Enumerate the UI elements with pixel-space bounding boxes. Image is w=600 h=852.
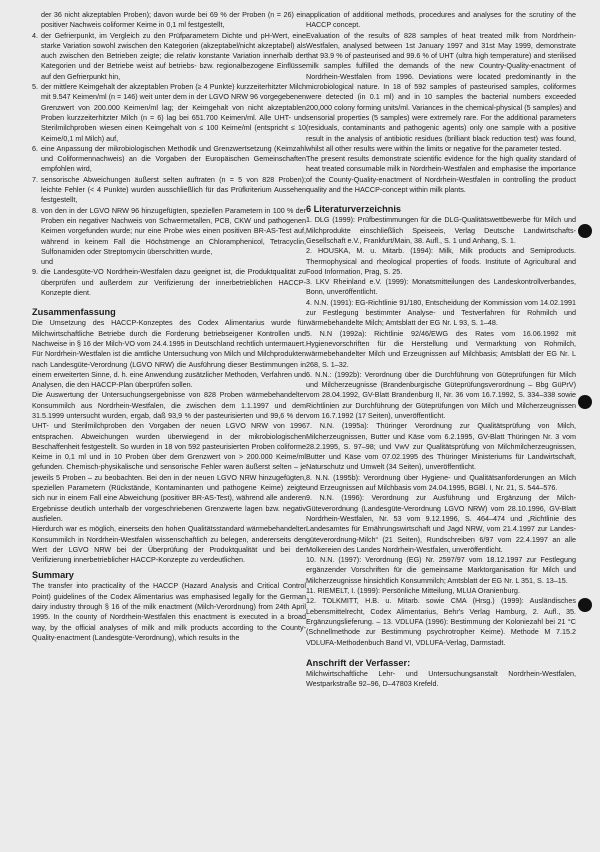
author-address: Milchwirtschaftliche Lehr- und Untersuchungsanstalt Nordrhein-Westfalen, Westparkstraße 92–96, D–47803 Krefeld. bbox=[306, 668, 576, 689]
reference-item: 5. N.N (1992a): Richtlinie 92/46/EWG des Rates vom 16.06.1992 mit Hygienevorschriften für die Herstellung und Vermarktung von Rohmilch, wärmebehandelter Milch und Erzeugnissen auf Milchbasis; Amtsblatt der EG Nr. L 268, S. 1–32. bbox=[306, 328, 576, 369]
zusammenfassung-paragraph: Die Umsetzung des HACCP-Konzeptes des Codex Alimentarius wurde für Milchwirtschaftliche Betriebe durch die Forderung betriebseigener Kontrollen und Nachweise in § 16 der Milch-VO vom 24.4.1995 in Deutschland rechtlich untermauert. Für Nordrhein-Westfalen ist die amtliche Untersuchung von Milch und Milchprodukten nach Landesgüte-Verordnung (LGVO NRW) die Ausführung dieser Bestimmungen in einem erweiterten Sinne, d. h. eine Anwendung zusätzlicher Methoden, Verfahren und Analysen, die den HACCP-Plan überprüfen sollen. bbox=[32, 318, 306, 390]
summary-paragraph: The present results demonstrate scientific evidence for the high quality standard of heat treated consumable milk in Nordrhein-Westfalen and emphasise the importance of the County-Quality-enactment of Nordrhein-Westfalen in controlling the product quality and the HACCP-concept within milk plants. bbox=[306, 154, 576, 195]
reference-item: 1. DLG (1999): Prüfbestimmungen für die DLG-Qualitätswettbewerbe für Milch und Milchprodukte einschließlich Speiseeis, Verlag Deutsche Landwirtschafts-Gesellschaft e.V., Frankfurt/Main, 38. Aufl., S. 1 und Anhang, S. 1. bbox=[306, 215, 576, 245]
summary-paragraph: Evaluation of the results of 828 samples of heat treated milk from Nordrhein-Westfalen, analysed between 1st January 1997 and 31st May 1999, demonstrate that 93.9 % of pasteurised and 99.6 % of UHT (ultra high temperature) and sterilised milk samples fulfilled the demands of the new Country-Quality-enactment of Nordrhein-Westfalen from 1996. Deviations were located predominantly in the microbiological nature. In 18 of 592 samples of pasteurised samples, coliformes were detected (in 0.1 ml) and in 10 samples the bacterial numbers exceeded 200,000 colony forming units/ml. Variances in the chemical-physical (5 samples) and sensorial properties (5 samples) were extremely rare. For the additional parameters (residuals, contaminants and pathogenic agents) only one sample with a positive result in the analysis of antibiotic residues (brilliant black reduction test) was found, whilst all other results were within the limits or negative for the parameter tested. bbox=[306, 30, 576, 153]
reference-item: 11. RIEMELT, I. (1999): Persönliche Mitteilung, MLUA Oranienburg. bbox=[306, 586, 520, 596]
right-column bbox=[306, 10, 576, 689]
reference-item: 7. N.N. (1995a): Thüringer Verordnung zur Qualitätsprüfung von Milch, Milcherzeugnissen, Butter und Käse vom 6.2.1995, GV-Blatt Thüringen Nr. 3 vom 28.2.1995, S. 97–98; und VwV zur Qualitätsprüfung von Milchmilcherzeugnissen, Butter und Käse vom 07.02.1995 des Thüringer Ministeriums für Landwirtschaft, Naturschutz und Umwelt (34 Seiten), unveröffentlicht. bbox=[306, 421, 576, 472]
list-item: 7. sensorische Abweichungen äußerst selten auftraten (n = 5 von 828 Proben); leichte Fehler (< 4 Punkte) wurden ausschließlich für das Prüfkriterium Aussehen festgestellt, bbox=[32, 174, 306, 205]
list-item: 4. der Gefrierpunkt, im Vergleich zu den Prüfparametern Dichte und pH-Wert, eine starke Variation sowohl zwischen den Kategorien (akzeptabel/nicht akzeptabel) als auch zwischen den Betrieben zeigte; die relativ konstante Variation innerhalb der Kategorien und der Betriebe weist auf betriebs- bzw. regionalbezogene Einflüsse auf den Gefrierpunkt hin, bbox=[32, 30, 306, 81]
summary-heading: Summary bbox=[32, 570, 74, 581]
reference-item: 8. N.N. (1995b): Verordnung über Hygiene- und Qualitätsanforderungen an Milch und Erzeugnissen auf Milchbasis vom 24.04.1995, BGBl. I, Nr. 21, S. 544–576. bbox=[306, 472, 576, 493]
zusammenfassung-paragraph: Hierdurch war es möglich, einerseits den hohen Qualitätsstandard wärmebehandelter Konsummilch in Nordrhein-Westfalen wissenschaftlich zu belegen, andererseits den Wert der LGVO NRW bei der Überprüfung der Produktqualität und bei der Verifizierung innerbetrieblicher HACCP-Konzepte zu verdeutlichen. bbox=[32, 524, 306, 565]
author-address-heading: Anschrift der Verfasser: bbox=[306, 657, 411, 668]
list-item: 6. eine Anpassung der mikrobiologischen Methodik und Grenzwertsetzung (Keimzahl und Coliformennachweis) an die Vorgaben der Europäischen Gemeinschaften empfohlen wird, bbox=[32, 143, 306, 174]
reference-item: 6. N.N.: (1992b): Verordnung über die Durchführung von Güteprüfungen für Milch und Milcherzeugnisse (Brandenburgische Güteprüfungsverordnung – Bbg GüPrV) vom 28.04.1992, GV-Blatt Brandenburg II, Nr. 36 vom 16.7.1992, S. 334–338 sowie Richtlinien zur Durchführung der Güteprüfungen von Milch und Milcherzeugnissen vom 16.7.1992 (17 Seiten), unveröffentlicht. bbox=[306, 369, 576, 420]
continued-item-text: der 36 nicht akzeptablen Proben); davon wurde bei 69 % der Proben (n = 26) ein positiver Nachweis coliformer Keime in 0,1 ml festgestellt, bbox=[41, 10, 306, 30]
reference-item: 3. LKV Rheinland e.V. (1999): Monatsmitteilungen des Landeskontrollverbandes, Bonn, unveröffentlicht. bbox=[306, 277, 576, 297]
list-item: und bbox=[41, 257, 53, 267]
left-column bbox=[32, 10, 306, 643]
punch-hole-icon bbox=[578, 598, 592, 612]
summary-continued: application of additional methods, procedures and analyses for the scrutiny of the HACCP concept. bbox=[306, 10, 576, 30]
reference-item: 10. N.N. (1997): Verordnung (EG) Nr. 2597/97 vom 18.12.1997 zur Festlegung ergänzender Vorschriften für die gemeinsame Marktorganisation für Milch und Milcherzeugnisse hinsichtlich Konsummilch; Amtsblatt der EG Nr. L 351, S. 13–15. bbox=[306, 555, 576, 585]
list-item: 8. von den in der LGVO NRW 96 hinzugefügten, speziellen Parametern in 100 % der Proben ein negativer Nachweis von Schwermetallen, PCB, CKW und pathogenen Keimen vorgefunden wurde; nur eine Probe wies einen positiven BR-AS-Test auf, während in keinem Fall die Höchstmenge an Chloramphenicol, Tetracyclin, Sulfonamiden oder Streptomycin überschritten wurde, bbox=[32, 205, 306, 256]
list-item: 9. die Landesgüte-VO Nordrhein-Westfalen dazu geeignet ist, die Produktqualität zu überprüfen und außerdem zur Verifizierung der innerbetrieblichen HACCP-Konzepte dient. bbox=[32, 267, 306, 298]
references-heading: 6 Literaturverzeichnis bbox=[306, 204, 401, 215]
list-item: 5. der mittlere Keimgehalt der akzeptablen Proben (≥ 4 Punkte) kurzzeiterhitzter Milch mit 9.547 Keimen/ml (n = 146) weit unter dem in der LGVO NRW 96 vorgegebenen Grenzwert von 200.000 Keimen/ml lag; der Keimgehalt von nicht akzeptablen Proben kurzzeiterhitzter Milch (n = 6) lag bei 651.700 Keimen/ml. Alle UHT- und Sterilmilchproben wiesen einen Keimgehalt von ≤ 100 Keime/ml (entspricht ≤ 10 Keime/0,1 ml Milch) auf, bbox=[32, 82, 306, 143]
reference-item: 2. HOUSKA, M. u. Mitarb. (1994): Milk, Milk products and Semiproducts. Thermophysical and rheological properties of foods. Institute of Agricultural and Food Information, Prag, S. 25. bbox=[306, 246, 576, 276]
punch-hole-icon bbox=[578, 395, 592, 409]
zusammenfassung-heading: Zusammenfassung bbox=[32, 307, 116, 318]
summary-paragraph: The transfer into practicality of the HACCP (Hazard Analysis and Critical Control Point) guidelines of the Codex Alimentarius was emphasised legally for the German dairy industry through § 16 of the milk enactment (Milch-Verordnung) from 24th April 1995. In the county of Nordrhein-Westfalen this enactment is executed in a broad way, by the official analyses of milk and milk products according to the County-Quality-enactment (Landesgüte-Verordnung), which results in the bbox=[32, 581, 306, 642]
reference-item: 4. N.N. (1991): EG-Richtlinie 91/180, Entscheidung der Kommission vom 14.02.1991 zur Festlegung bestimmter Analyse- und Testverfahren für Rohmilch und wärmebehandelte Milch; Amtsblatt der EG Nr. L 93, S. 1–48. bbox=[306, 297, 576, 328]
punch-hole-icon bbox=[578, 224, 592, 238]
reference-item: 9. N.N. (1996): Verordnung zur Ausführung und Ergänzung der Milch-Güteverordnung (Landesgüte-Verordnung LGVO NRW) vom 28.10.1996, GV-Blatt Nordrhein-Westfalen, Nr. 53 vom 9.12.1996, S. 464–474 und „Richtlinie des Landesamtes für Ernährungswirtschaft und Jagd NRW, vom 21.4.1997 zur Landes- güteverordnung-Milch“ (21 Seiten), Rundschreiben 6/97 vom 22.4.1997 an alle Molkereien des Landes Nordrhein-Westfalen, unveröffentlicht. bbox=[306, 493, 576, 554]
reference-item: 12. TOLKMITT, H.B. u. Mitarb. sowie CMA (Hrsg.) (1999): Ausländisches Lebensmittelrecht, Codex Alimentarius, Behr's Verlag Hamburg, 2. Aufl., 35. Ergänzungslieferung. – 13. VDLUFA (1996): Bestimmung der Koloniezahl bei 21 °C (Schnellmethode zur Bestimmung psychrotropher Keime). Methode M 7.15.2 VDLUFA-Methodenbuch Band VI, VDLUFA-Verlag, Darmstadt. bbox=[306, 596, 576, 647]
zusammenfassung-paragraph: Die Auswertung der Untersuchungsergebnisse von 828 Proben wärmebehandelter Konsummilch aus Nordrhein-Westfalen, die zwischen dem 1.1.1997 und dem 31.5.1999 untersucht wurden, ergab, daß 93,9 % der pasteurisierten und 99,6 % der UHT- und Sterilmilchproben den Vorgaben der neuen LGVO NRW von 1996 entsprachen. Abweichungen wurden überwiegend in der mikrobiologischen Beschaffenheit festgestellt. So wurden in 18 von 592 pasteurisierten Proben coliforme Keime in 0,1 ml und in 10 Proben über dem Grenzwert von > 200.000 Keime/ml gefunden. Chemisch-physikalische und sensorische Fehler waren äußerst selten – je jeweils 5 Proben – zu beobachten. Bei den in der neuen LGVO NRW hinzugefügten, speziellen Parametern (Rückstände, Kontaminanten und pathogene Keime) zeigte sich nur in einem Fall eine Abweichung (positiver BR-AS-Test), während alle anderen Ergebnisse deutlich unterhalb der vorgeschriebenen Grenzwerte lagen bzw. negativ ausfielen. bbox=[32, 390, 306, 523]
